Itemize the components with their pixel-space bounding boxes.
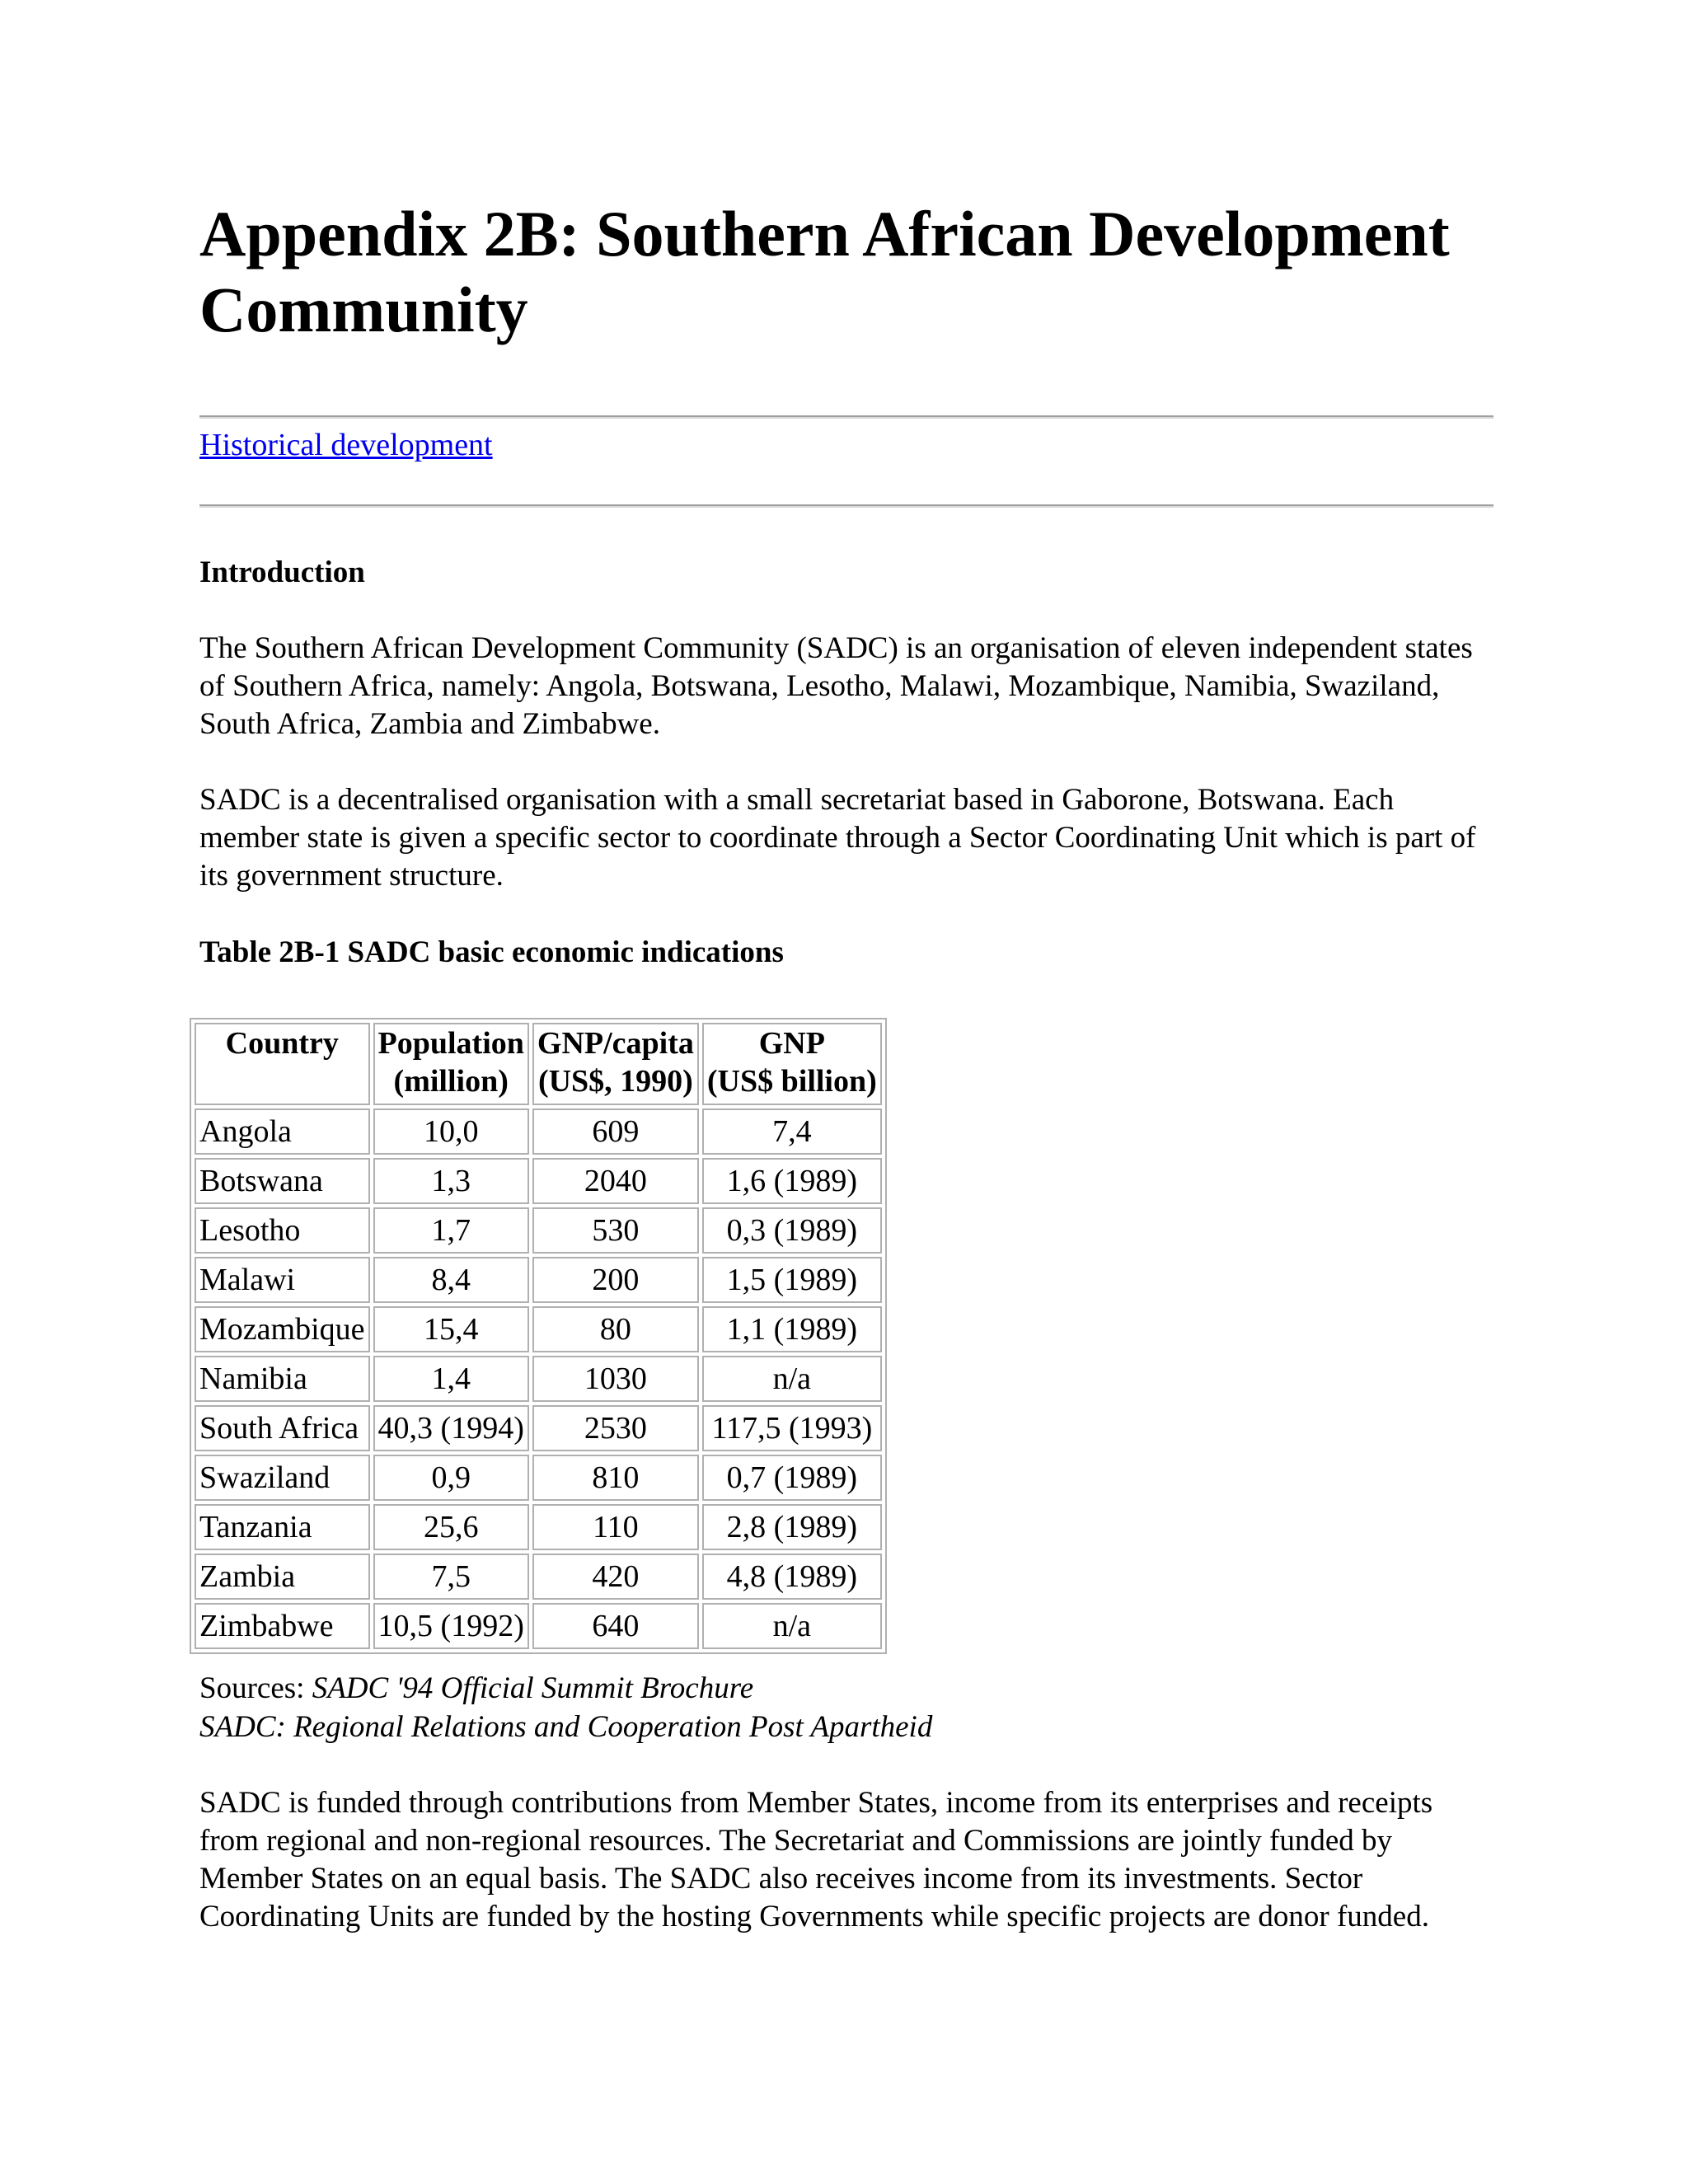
paragraph-funding: SADC is funded through contributions from Member States, income from its enterprises and receipts from regional and non-regional resources. The Secretariat and Commissions are jointly funded by Member States on an equal basis. The SADC also receives income from its investments. Sector Coordinating Units are funded by the hosting Governments while specific projects are donor funded. [199, 1786, 1433, 1933]
cell-gnp: 117,5 (1993) [702, 1405, 882, 1451]
table-row [195, 1257, 882, 1303]
cell-country: Swaziland [195, 1455, 370, 1501]
table-row [195, 1158, 882, 1204]
cell-country: Zimbabwe [195, 1603, 370, 1649]
table-row [195, 1504, 882, 1550]
source-item: SADC: Regional Relations and Cooperation Post Apartheid [199, 1710, 933, 1744]
cell-population: 40,3 (1994) [373, 1405, 529, 1451]
introduction-heading: Introduction [199, 555, 365, 589]
sources-label: Sources: [199, 1671, 305, 1705]
table-row [195, 1306, 882, 1352]
cell-country: Tanzania [195, 1504, 370, 1550]
cell-gnp-capita: 200 [532, 1257, 699, 1303]
table-row [195, 1405, 882, 1451]
historical-development-link[interactable]: Historical development [199, 428, 493, 462]
cell-population: 7,5 [373, 1554, 529, 1600]
cell-gnp: n/a [702, 1603, 882, 1649]
horizontal-rule-bottom [199, 504, 1493, 508]
cell-country: Namibia [195, 1356, 370, 1402]
cell-country: Mozambique [195, 1306, 370, 1352]
cell-country: South Africa [195, 1405, 370, 1451]
cell-gnp: 1,6 (1989) [702, 1158, 882, 1204]
cell-population: 0,9 [373, 1455, 529, 1501]
cell-country: Angola [195, 1108, 370, 1155]
cell-gnp-capita: 530 [532, 1207, 699, 1254]
cell-gnp-capita: 80 [532, 1306, 699, 1352]
cell-gnp-capita: 640 [532, 1603, 699, 1649]
header-population: Population (million) [373, 1023, 529, 1105]
cell-gnp: 7,4 [702, 1108, 882, 1155]
cell-gnp: 4,8 (1989) [702, 1554, 882, 1600]
page-title: Appendix 2B: Southern African Development Community [199, 198, 1450, 345]
header-gnp-capita: GNP/capita (US$, 1990) [532, 1023, 699, 1105]
cell-gnp: n/a [702, 1356, 882, 1402]
cell-gnp-capita: 110 [532, 1504, 699, 1550]
cell-population: 1,7 [373, 1207, 529, 1254]
table-row [195, 1455, 882, 1501]
cell-gnp-capita: 2040 [532, 1158, 699, 1204]
economic-indicators-table [190, 1018, 887, 1654]
cell-population: 10,0 [373, 1108, 529, 1155]
table-row [195, 1554, 882, 1600]
table-row [195, 1356, 882, 1402]
source-item: SADC '94 Official Summit Brochure [312, 1671, 754, 1705]
cell-gnp: 0,3 (1989) [702, 1207, 882, 1254]
paragraph-structure: SADC is a decentralised organisation with a small secretariat based in Gaborone, Botswana. Each member state is given a specific sector to coordinate through a Sector Coordinating Unit which is part of its government structure. [199, 783, 1476, 893]
horizontal-rule-top [199, 415, 1493, 419]
cell-gnp: 1,5 (1989) [702, 1257, 882, 1303]
table-header-row [195, 1023, 882, 1105]
cell-gnp-capita: 1030 [532, 1356, 699, 1402]
table-row [195, 1207, 882, 1254]
cell-gnp: 2,8 (1989) [702, 1504, 882, 1550]
cell-gnp-capita: 609 [532, 1108, 699, 1155]
cell-population: 1,4 [373, 1356, 529, 1402]
cell-population: 15,4 [373, 1306, 529, 1352]
cell-gnp-capita: 810 [532, 1455, 699, 1501]
paragraph-intro: The Southern African Development Community (SADC) is an organisation of eleven independent states of Southern Africa, namely: Angola, Botswana, Lesotho, Malawi, Mozambique, Namibia, Swaziland, South Africa, Zambia and Zimbabwe. [199, 631, 1473, 741]
header-gnp: GNP (US$ billion) [702, 1023, 882, 1105]
cell-population: 1,3 [373, 1158, 529, 1204]
cell-gnp-capita: 420 [532, 1554, 699, 1600]
header-country: Country [195, 1023, 370, 1105]
table-caption: Table 2B-1 SADC basic economic indications [199, 935, 784, 969]
cell-gnp-capita: 2530 [532, 1405, 699, 1451]
table-row [195, 1603, 882, 1649]
cell-population: 8,4 [373, 1257, 529, 1303]
table-row [195, 1108, 882, 1155]
cell-gnp: 0,7 (1989) [702, 1455, 882, 1501]
cell-country: Zambia [195, 1554, 370, 1600]
cell-gnp: 1,1 (1989) [702, 1306, 882, 1352]
cell-population: 10,5 (1992) [373, 1603, 529, 1649]
cell-country: Malawi [195, 1257, 370, 1303]
cell-country: Lesotho [195, 1207, 370, 1254]
cell-population: 25,6 [373, 1504, 529, 1550]
sources-note [199, 1669, 932, 1746]
cell-country: Botswana [195, 1158, 370, 1204]
